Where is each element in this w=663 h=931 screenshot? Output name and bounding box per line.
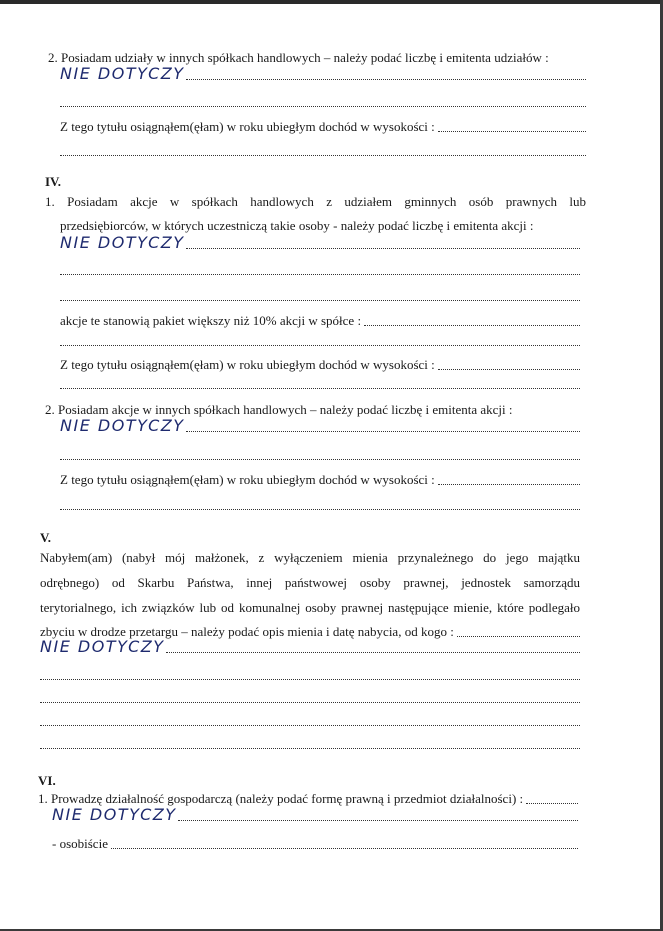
dotted-line [40,702,580,703]
handwritten-answer: NIE DOTYCZY [52,805,177,824]
section5-line2: odrębnego) od Skarbu Państwa, innej państwowej osoby prawnej, jednostek samorządu [40,575,580,590]
dotted-line [186,430,580,432]
section3-income-row [60,119,586,135]
section6-heading: VI. [38,773,56,788]
section6-answer-row [52,805,578,824]
section4-income-label-2: Z tego tytułu osiągnąłem(ęłam) w roku ubiegłym dochód w wysokości : [60,472,435,487]
dotted-line [438,130,586,132]
dotted-line [526,802,578,804]
section6-personal-label: - osobiście [52,836,108,851]
dotted-line [438,368,580,370]
section4-item1-line1: 1. Posiadam akcje w spółkach handlowych z udziałem gminnych osób prawnych lub [45,194,586,209]
dotted-line [40,679,580,680]
handwritten-answer: NIE DOTYCZY [60,416,185,435]
dotted-line [60,155,586,156]
dotted-line [178,819,578,821]
dotted-line [111,847,578,849]
scan-edge-top [0,0,663,4]
dotted-line [60,274,580,275]
section3-item2-answer-row [60,64,586,83]
dotted-line [60,509,580,510]
dotted-line [40,725,580,726]
handwritten-answer: NIE DOTYCZY [60,233,185,252]
section5-line3: terytorialnego, ich związków lub od komunalnej osoby prawnej następujące mienie, które podlegało [40,600,580,615]
dotted-line [60,459,580,460]
dotted-line [186,78,586,80]
section4-share-label: akcje te stanowią pakiet większy niż 10% akcji w spółce : [60,313,362,328]
dotted-line [364,324,580,326]
section4-income-label-1: Z tego tytułu osiągnąłem(ęłam) w roku ubiegłym dochód w wysokości : [60,357,435,372]
section3-item2-text: 2. Posiadam udziały w innych spółkach handlowych – należy podać liczbę i emitenta udziałów : [48,50,549,65]
section4-income-row-2 [60,472,580,488]
dotted-line [60,300,580,301]
section4-item1-line2: przedsiębiorców, w których uczestniczą takie osoby - należy podać liczbę i emitenta akcji : [60,218,534,233]
dotted-line [60,106,586,107]
section5-line4: zbyciu w drodze przetargu – należy podać opis mienia i datę nabycia, od kogo : [40,624,454,639]
handwritten-answer: NIE DOTYCZY [60,64,185,83]
section4-item1-answer-row [60,233,580,252]
dotted-line [186,247,580,249]
dotted-line [40,748,580,749]
dotted-line [60,345,580,346]
section4-item2-answer-row [60,416,580,435]
dotted-line [166,651,580,653]
section4-share-row [60,313,580,329]
dotted-line [438,483,580,485]
section6-item1-text: 1. Prowadzę działalność gospodarczą (należy podać formę prawną i przedmiot działalności) : [38,791,524,806]
section4-heading: IV. [45,174,62,189]
section3-income-label: Z tego tytułu osiągnąłem(ęłam) w roku ubiegłym dochód w wysokości : [60,119,435,134]
dotted-line [60,388,580,389]
section5-answer-row [40,637,580,656]
section5-line1: Nabyłem(am) (nabył mój małżonek, z wyłączeniem mienia przynależnego do jego majątku [40,550,580,565]
section5-heading: V. [40,530,51,545]
handwritten-answer: NIE DOTYCZY [40,637,165,656]
section6-personal-row [52,836,578,852]
section4-income-row-1 [60,357,580,373]
section4-item2-text: 2. Posiadam akcje w innych spółkach handlowych – należy podać liczbę i emitenta akcji : [45,402,513,417]
